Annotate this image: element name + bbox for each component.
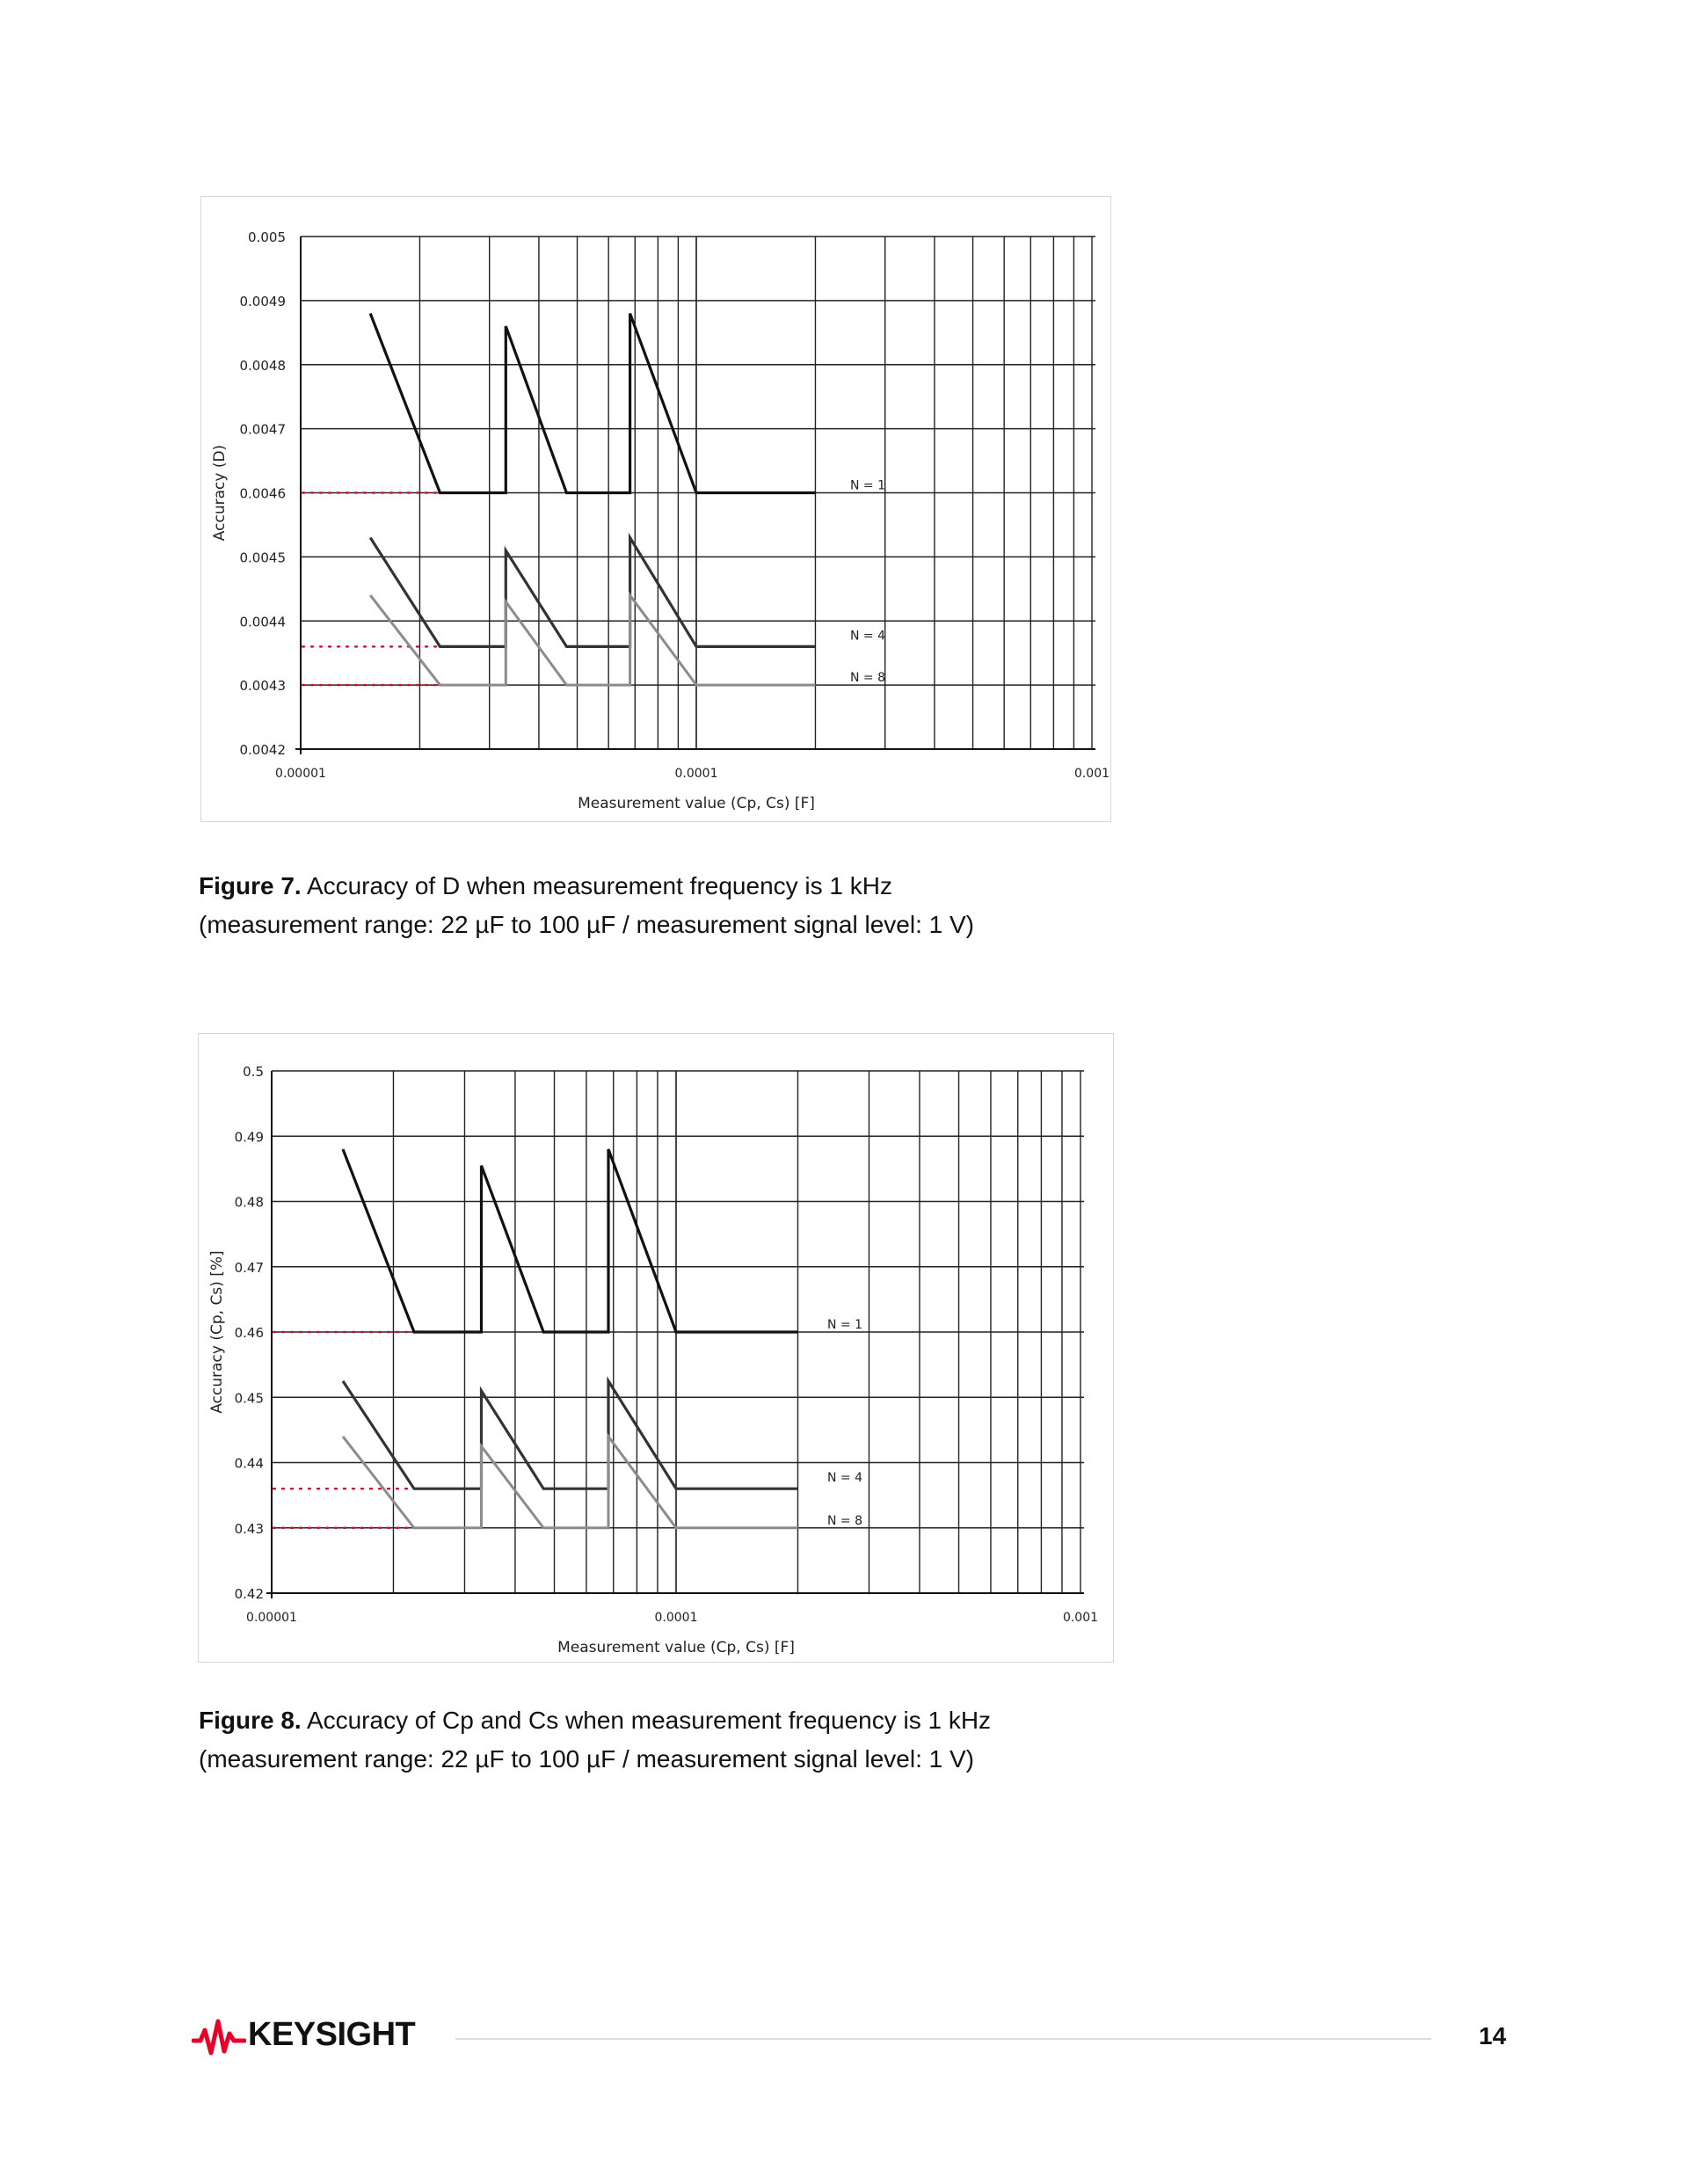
y-tick-label: 0.49 [234,1129,264,1146]
y-tick-label: 0.44 [234,1455,264,1472]
figure-7-plot [201,197,1112,823]
series-line-n1 [370,314,815,493]
y-tick-label: 0.0048 [239,357,286,374]
figure-7-caption [199,867,974,944]
y-tick-label: 0.5 [243,1064,264,1080]
y-tick-label: 0.45 [234,1390,264,1407]
y-tick-label: 0.43 [234,1520,264,1537]
x-tick-label: 0.0001 [654,1611,698,1625]
x-tick-label: 0.00001 [246,1611,297,1625]
y-tick-label: 0.47 [234,1259,264,1276]
y-tick-label: 0.0045 [239,550,286,566]
x-tick-label: 0.0001 [674,767,718,781]
brand-name: KEYSIGHT [248,2016,416,2053]
y-tick-label: 0.48 [234,1194,264,1211]
x-axis-title: Measurement value (Cp, Cs) [F] [578,795,815,812]
y-tick-label: 0.0047 [239,421,286,438]
figure-8-caption-text: Accuracy of Cp and Cs when measurement frequency is 1 kHz [301,1707,992,1734]
series-label: N = 4 [850,629,886,644]
figure-7-chart [200,196,1111,822]
y-tick-label: 0.42 [234,1586,264,1602]
figure-8-caption [199,1701,991,1779]
y-tick-label: 0.0046 [239,485,286,502]
series-line-n4 [370,538,815,647]
y-axis-title: Accuracy (Cp, Cs) [%] [208,1250,226,1414]
series-label: N = 1 [850,478,886,493]
footer-divider [455,2038,1431,2040]
series-label: N = 8 [827,1513,863,1528]
y-tick-label: 0.0049 [239,293,286,309]
figure-7-caption-label: Figure 7. [199,872,302,899]
figure-8-plot [199,1034,1115,1663]
figure-7-caption-text: Accuracy of D when measurement frequency is 1 kHz [301,872,892,899]
figure-7-caption-subtext: (measurement range: 22 µF to 100 µF / measurement signal level: 1 V) [199,911,974,938]
series-label: N = 1 [827,1318,863,1332]
figure-8-caption-label: Figure 8. [199,1707,302,1734]
series-line-n1 [343,1149,798,1332]
series-label: N = 4 [827,1471,863,1486]
series-label: N = 8 [850,671,886,686]
figure-8-caption-subtext: (measurement range: 22 µF to 100 µF / measurement signal level: 1 V) [199,1745,974,1773]
keysight-wave-logo-icon [192,2018,246,2058]
x-tick-label: 0.00001 [275,767,326,781]
y-tick-label: 0.0044 [239,614,286,630]
y-tick-label: 0.005 [248,229,286,245]
y-tick-label: 0.0043 [239,678,286,695]
y-tick-label: 0.46 [234,1325,264,1341]
page-number: 14 [1479,2022,1507,2049]
y-tick-label: 0.0042 [239,742,286,758]
figure-8-chart [198,1033,1114,1663]
x-axis-title: Measurement value (Cp, Cs) [F] [557,1639,795,1656]
x-tick-label: 0.001 [1073,767,1110,781]
x-tick-label: 0.001 [1062,1611,1099,1625]
y-axis-title: Accuracy (D) [211,444,229,542]
